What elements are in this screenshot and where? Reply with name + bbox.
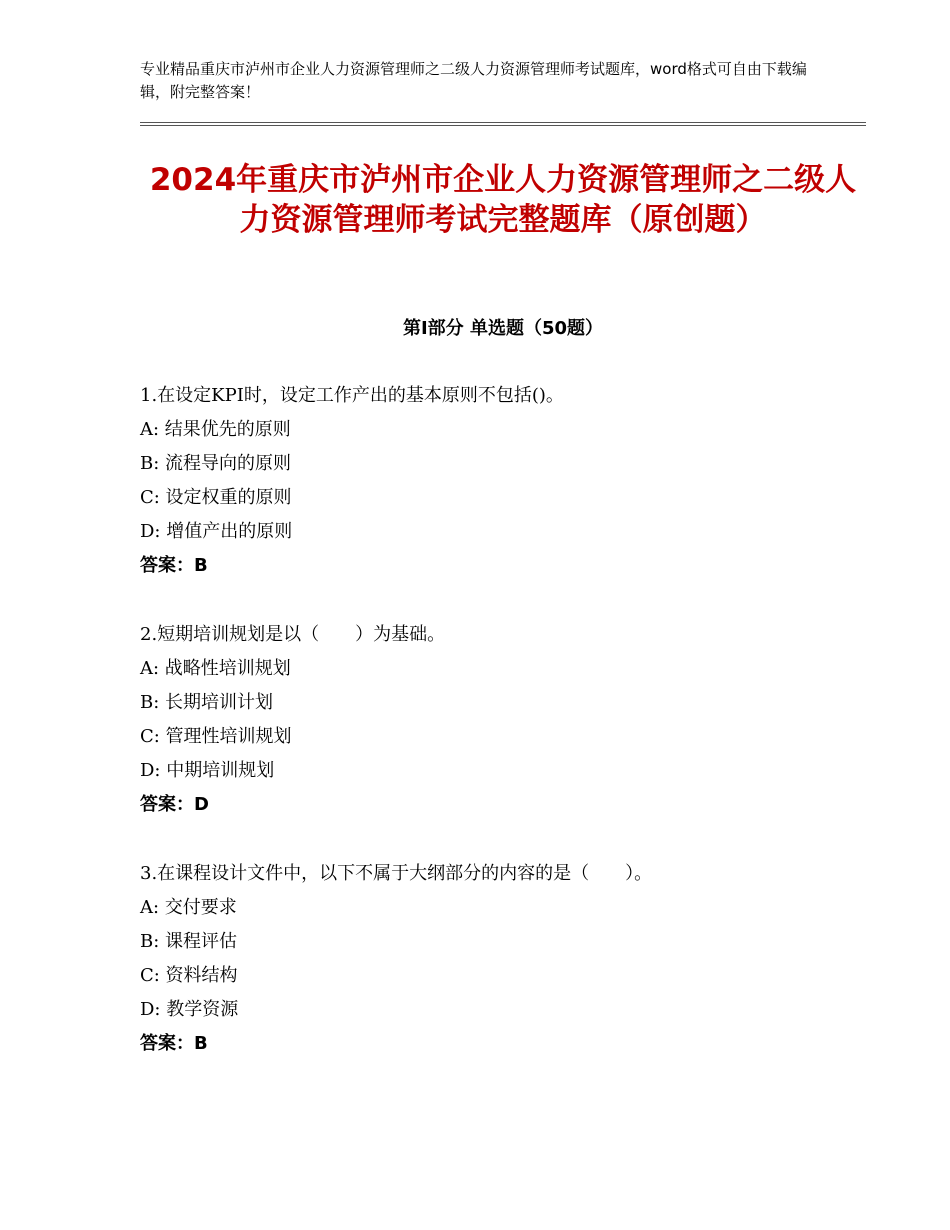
option-c: C: 管理性培训规划 (140, 726, 292, 747)
option-d: D: 教学资源 (140, 999, 239, 1020)
option-d: D: 增值产出的原则 (140, 521, 293, 542)
question-2 (140, 618, 866, 822)
option-c: C: 资料结构 (140, 965, 238, 986)
option-a: A: 战略性培训规划 (140, 658, 291, 679)
option-d: D: 中期培训规划 (140, 760, 275, 781)
question-stem: 1.在设定KPI时，设定工作产出的基本原则不包括()。 (140, 385, 564, 406)
answer: 答案：D (140, 794, 209, 815)
answer: 答案：B (140, 1033, 208, 1054)
header-divider (140, 122, 866, 123)
option-a: A: 交付要求 (140, 897, 237, 918)
option-b: B: 流程导向的原则 (140, 453, 292, 474)
option-c: C: 设定权重的原则 (140, 487, 292, 508)
option-a: A: 结果优先的原则 (140, 419, 291, 440)
option-b: B: 长期培训计划 (140, 692, 274, 713)
option-b: B: 课程评估 (140, 931, 238, 952)
question-1 (140, 379, 866, 583)
section-heading: 第Ⅰ部分 单选题（50题） (402, 318, 603, 339)
header-note: 专业精品重庆市泸州市企业人力资源管理师之二级人力资源管理师考试题库，word格式可自由下载编辑，附完整答案！ (140, 60, 807, 101)
question-3 (140, 857, 866, 1061)
answer: 答案：B (140, 555, 208, 576)
document-title: 2024年重庆市泸州市企业人力资源管理师之二级人力资源管理师考试完整题库（原创题） (149, 162, 857, 238)
question-stem: 2.短期培训规划是以（ ）为基础。 (140, 624, 446, 645)
question-stem: 3.在课程设计文件中，以下不属于大纲部分的内容的是（ ）。 (140, 863, 653, 884)
header-divider-secondary (140, 125, 866, 126)
